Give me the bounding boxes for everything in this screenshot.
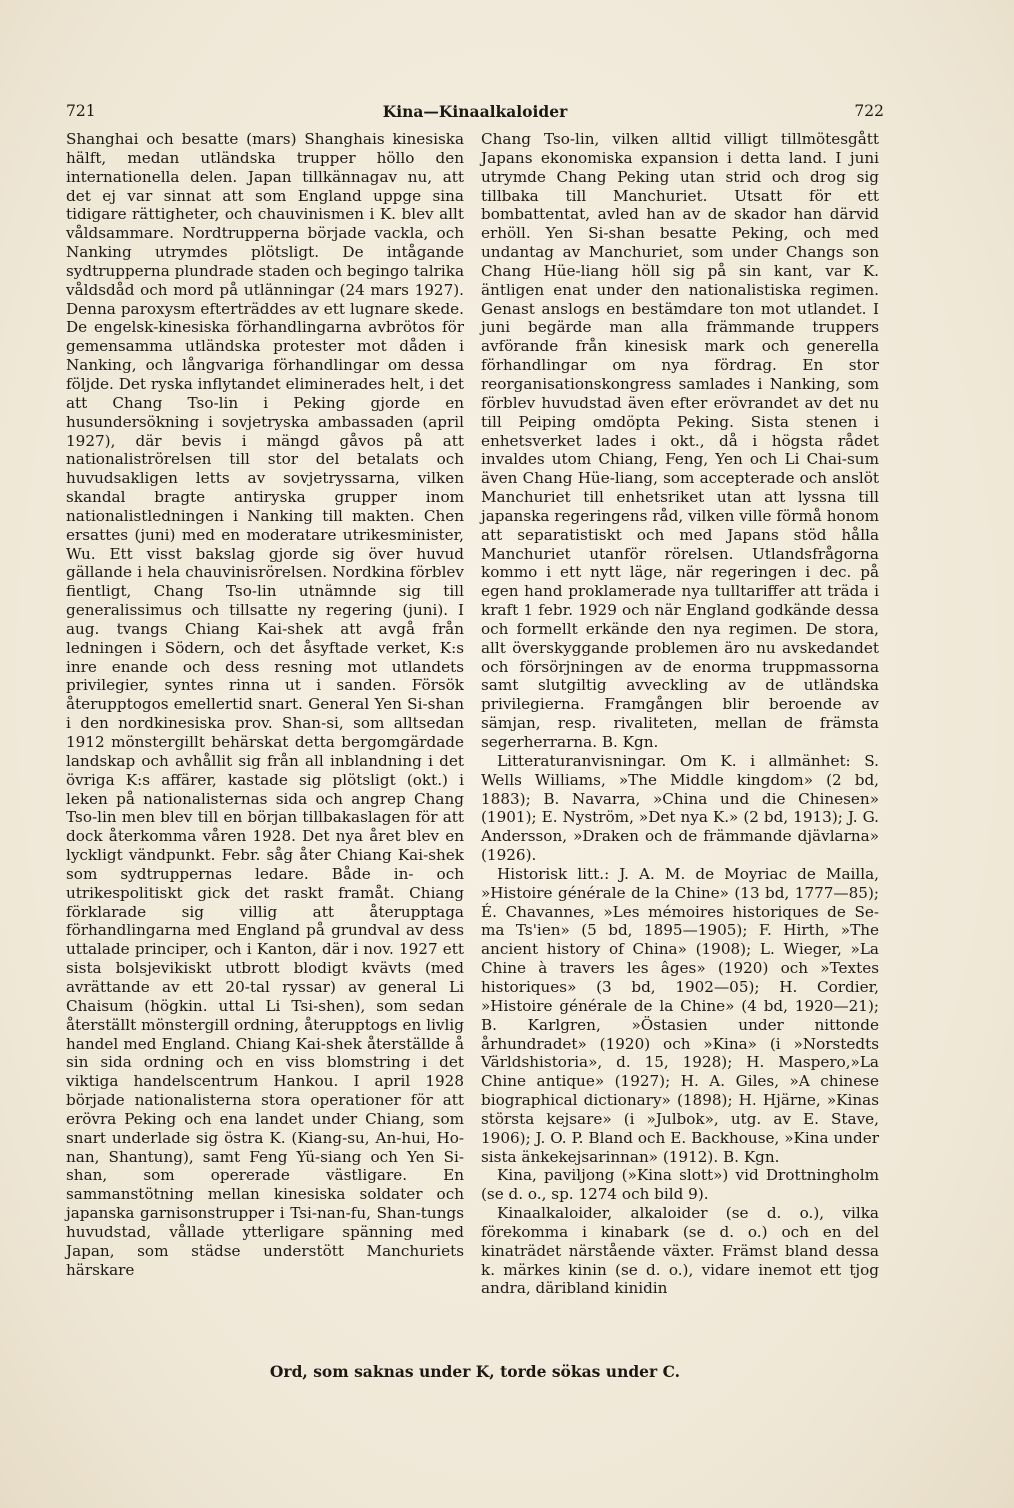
right-paragraph: Litteraturanvisningar. Om K. i allmänhet: S. Wells Williams, »The Middle kingdom» (2 bd, 1883); B. Navarra, »China und die Chinesen» (1901); E. Nyström, »Det nya K.» (2 bd, 1913); J. G. Andersson, »Draken och de främmande djävlarna» (1926). xyxy=(481,751,879,865)
right-paragraph: Kina, paviljong (»Kina slott») vid Drottningholm (se d. o., sp. 1274 och bild 9). xyxy=(481,1166,879,1204)
right-paragraph: Kinaalkaloider, alkaloider (se d. o.), vilka förekomma i kinabark (se d. o.) och en del kinaträdet närstående växter. Främst bland dessa k. märkes kinin (se d. o.), vidare inemot ett tjog andra, däribland kinidin xyxy=(481,1204,879,1298)
left-paragraph: Shanghai och besatte (mars) Shanghais kinesiska hälft, medan utländska trupper höllo den internationella delen. Japan tillkännagav nu, att det ej var sinnat att som England uppge sina tidigare rättigheter, och chauvinismen i K. blev allt våldsammare. Nordtrupperna började vackla, och Nanking utrymdes plötsligt. De intågande sydtrupperna plundrade staden och begingo talrika våldsdåd och mord på utlänningar (24 mars 1927). Denna paroxysm efterträddes av ett lugnare skede. De engelsk-kinesiska förhandlingarna avbrötos för gemensamma utländska protester mot dåden i Nanking, och långvariga förhandlingar om dessa följde. Det ryska inflytandet eliminerades helt, i det att Chang Tso-lin i Peking gjorde en husundersökning i sovjetryska ambassaden (april 1927), där bevis i mängd gåvos på att nationaliströrelsen till stor del betalats och huvudsakligen letts av sovjetryssarna, vilken skandal bragte antiryska grupper inom nationalistledningen i Nanking till makten. Chen ersattes (juni) med en moderatare utrikesminister, Wu. Ett visst bakslag gjorde sig över huvud gällande i hela chauvinisrörelsen. Nordkina förblev fientligt, Chang Tso-lin utnämnde sig till generalissimus och tillsatte ny regering (juni). I aug. tvangs Chiang Kai-shek att avgå från ledningen i Södern, och det åsyftade verket, K:s inre enande och dess resning mot utlandets privilegier, syntes rinna ut i sanden. Försök återupptogos emellertid snart. General Yen Si-shan i den nordkinesiska prov. Shan-si, som alltsedan 1912 mönstergillt behärskat detta bergomgärdade landskap och avhållit sig från all inblandning i det övriga K:s affärer, kastade sig plötsligt (okt.) i leken på nationalisternas sida och angrep Chang Tso-lin men blev till en början tillbakaslagen för att dock återkomma våren 1928. Det nya året blev en lyckligt vändpunkt. Febr. såg åter Chiang Kai-shek som sydtruppernas ledare. Både in- och utrikespolitiskt gick det raskt framåt. Chiang förklarade sig villig att återupptaga förhandlingarna med England på grundval av dess uttalade principer, och i Kanton, där i nov. 1927 ett sista bolsjevikiskt utbrott blodigt kvävts (med avrättande av ett 20-tal ryssar) av general Li Chaisum (högkin. uttal Li Tsi-shen), som sedan återställt mönstergill ordning, återupptogs en livlig handel med England. Chiang Kai-shek återställde å sin sida ordning och en viss blomstring i det viktiga handelscentrum Hankou. I april 1928 började nationalisterna stora operationer för att erövra Peking och ena landet under Chiang, som snart underlade sig östra K. (Kiang-su, An-hui, Ho-nan, Shantung), samt Feng Yü-siang och Yen Si-shan, som opererade västligare. En sammanstötning mellan kinesiska soldater och japanska garnisonstrupper i Tsi-nan-fu, Shan-tungs huvudstad, vållade ytterligare spänning med Japan, som städse understött Manchuriets härskare xyxy=(66,130,464,1279)
right-paragraph: Chang Tso-lin, vilken alltid villigt tillmötesgått Japans ekonomiska expansion i detta land. I juni utrymde Chang Peking utan strid och drog sig tillbaka till Manchuriet. Utsatt för ett bombattentat, avled han av de skador han därvid erhöll. Yen Si-shan besatte Peking, och med undantag av Manchuriet, som under Changs son Chang Hüe-liang höll sig på sin kant, var K. äntligen enat under den nationalistiska regimen. Genast anslogs en bestämdare ton mot utlandet. I juni begärde man alla främmande truppers avförande från kinesisk mark och generella förhandlingar om nya fördrag. En stor reorganisationskongress samlades i Nanking, som förblev huvudstad även efter erövrandet av det nu till Peiping omdöpta Peking. Sista stenen i enhetsverket lades i okt., då i högsta rådet invaldes utom Chiang, Feng, Yen och Li Chai-sum även Chang Hüe-liang, som accepterade och anslöt Manchuriet till enhetsriket utan att lyssna till japanska regeringens råd, vilken ville förmå honom att separatistiskt och med Japans stöd hålla Manchuriet utanför rörelsen. Utlandsfrågorna kommo i ett nytt läge, när regeringen i dec. på egen hand proklamerade nya tulltariffer att träda i kraft 1 febr. 1929 och när England godkände dessa och formellt erkände den nya regimen. De stora, allt överskyggande problemen äro nu avskedandet och försörjningen av de enorma truppmassorna samt slutgiltig avveckling av de utländska privilegierna. Framgången blir beroende av sämjan, resp. rivaliteten, mellan de främsta segerherrarna. B. Kgn. xyxy=(481,130,879,751)
footer-note: Ord, som saknas under K, torde sökas under C. xyxy=(269,1362,681,1381)
left-page-number: 721 xyxy=(66,102,96,120)
page-header xyxy=(66,102,884,126)
left-column xyxy=(66,130,464,1279)
right-column xyxy=(481,130,879,1298)
right-page-number: 722 xyxy=(854,102,884,120)
running-title: Kina—Kinaalkaloider xyxy=(382,102,568,121)
right-paragraph: Historisk litt.: J. A. M. de Moyriac de Mailla, »Histoire générale de la Chine» (13 bd, 1777—85); É. Chavannes, »Les mémoires historiques de Se-ma Ts'ien» (5 bd, 1895—1905); F. Hirth, »The ancient history of China» (1908); L. Wieger, »La Chine à travers les âges» (1920) och »Textes historiques» (3 bd, 1902—05); H. Cordier, »Histoire générale de la Chine» (4 bd, 1920—21); B. Karlgren, »Östasien under nittonde århundradet» (1920) och »Kina» (i »Norstedts Världshistoria», d. 15, 1928); H. Maspero,»La Chine antique» (1927); H. A. Giles, »A chinese biographical dictionary» (1898); H. Hjärne, »Kinas största kejsare» (i »Julbok», utg. av E. Stave, 1906); J. O. P. Bland och E. Backhouse, »Kina under sista änkekejsarinnan» (1912). B. Kgn. xyxy=(481,864,879,1166)
